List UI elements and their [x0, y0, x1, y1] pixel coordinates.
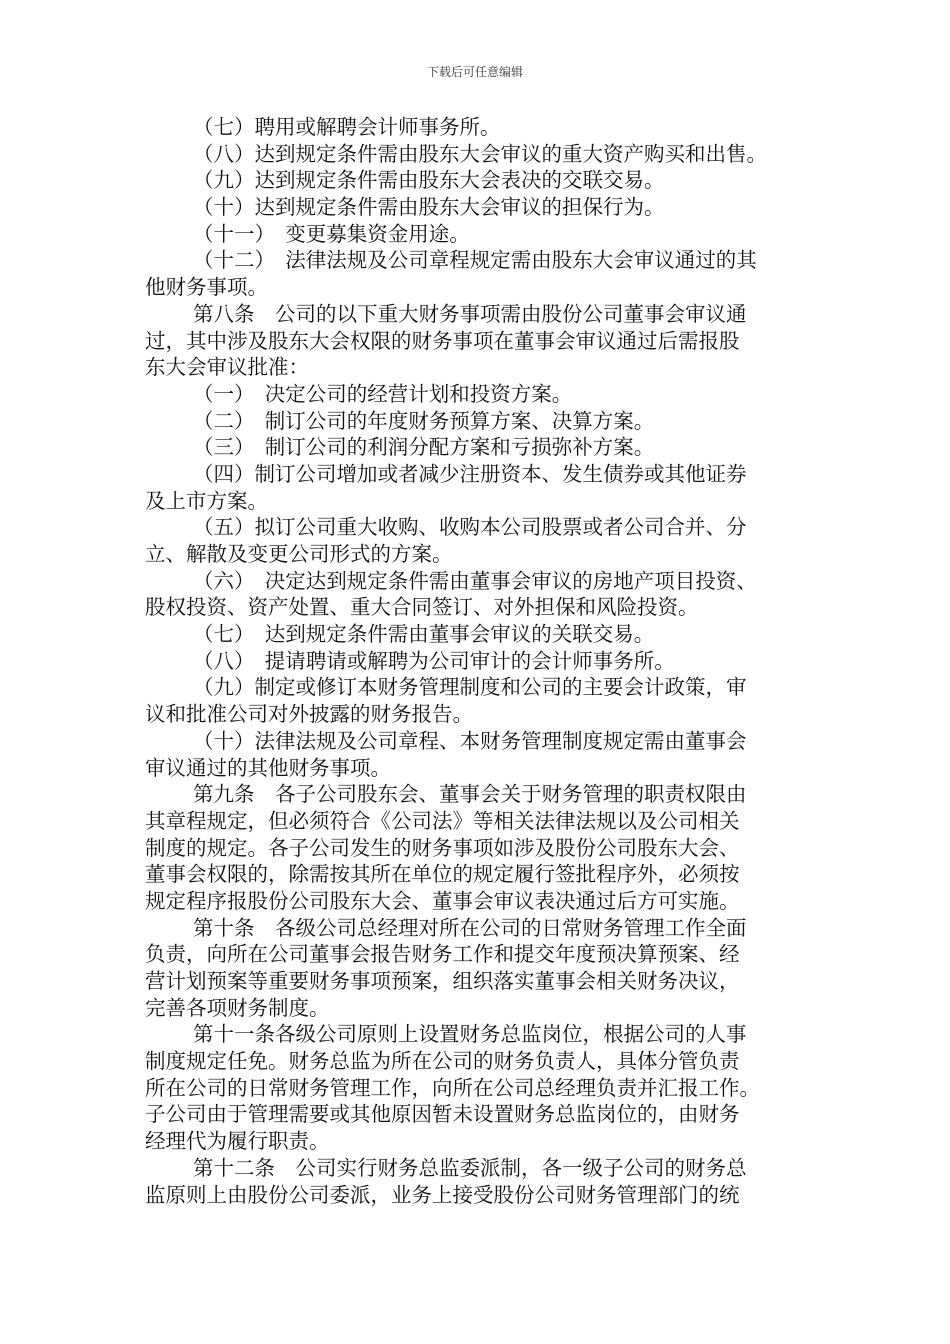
text-line: （九）达到规定条件需由股东大会表决的交联交易。: [193, 168, 665, 193]
text-line: 议和批准公司对外披露的财务报告。: [145, 702, 473, 727]
text-line: 股权投资、资产处置、重大合同签订、对外担保和风险投资。: [145, 595, 699, 620]
text-line: （八） 提请聘请或解聘为公司审计的会计师事务所。: [193, 648, 675, 673]
text-line: 第八条 公司的以下重大财务事项需由股份公司董事会审议通: [193, 301, 747, 326]
text-line: （三） 制订公司的利润分配方案和亏损弥补方案。: [193, 435, 655, 460]
text-line: （一） 决定公司的经营计划和投资方案。: [193, 381, 573, 406]
text-line: （七） 达到规定条件需由董事会审议的关联交易。: [193, 622, 655, 647]
text-line: 规定程序报股份公司股东大会、董事会审议表决通过后方可实施。: [145, 888, 740, 913]
text-line: （二） 制订公司的年度财务预算方案、决算方案。: [193, 408, 655, 433]
text-line: 他财务事项。: [145, 275, 268, 300]
text-line: 过，其中涉及股东大会权限的财务事项在董事会审议通过后需报股: [145, 328, 740, 353]
text-line: （七）聘用或解聘会计师事务所。: [193, 115, 501, 139]
text-line: 负责，向所在公司董事会报告财务工作和提交年度预决算预案、经: [145, 942, 740, 967]
text-line: 第十一条各级公司原则上设置财务总监岗位，根据公司的人事: [193, 1022, 747, 1047]
text-line: 经理代为履行职责。: [145, 1129, 330, 1154]
text-line: 审议通过的其他财务事项。: [145, 755, 391, 780]
text-line: 营计划预案等重要财务事项预案，组织落实董事会相关财务决议，: [145, 969, 740, 993]
text-line: 完善各项财务制度。: [145, 995, 330, 1020]
text-line: 子公司由于管理需要或其他原因暂未设置财务总监岗位的，由财务: [145, 1102, 740, 1127]
text-line: 董事会权限的，除需按其所在单位的规定履行签批程序外，必须按: [145, 862, 740, 887]
text-line: （十二） 法律法规及公司章程规定需由股东大会审议通过的其: [193, 248, 757, 273]
text-line: 制度的规定。各子公司发生的财务事项如涉及股份公司股东大会、: [145, 835, 740, 860]
text-line: （十）法律法规及公司章程、本财务管理制度规定需由董事会: [193, 728, 747, 753]
text-line: 立、解散及变更公司形式的方案。: [145, 542, 453, 566]
text-line: 第十条 各级公司总经理对所在公司的日常财务管理工作全面: [193, 915, 747, 940]
text-line: 制度规定任免。财务总监为所在公司的财务负责人，具体分管负责: [145, 1049, 740, 1074]
text-line: 第十二条 公司实行财务总监委派制，各一级子公司的财务总: [193, 1155, 747, 1180]
text-line: 所在公司的日常财务管理工作，向所在公司总经理负责并汇报工作。: [145, 1075, 760, 1100]
text-line: （八）达到规定条件需由股东大会审议的重大资产购买和出售。: [193, 141, 767, 166]
text-line: （五）拟订公司重大收购、收购本公司股票或者公司合并、分: [193, 515, 747, 540]
text-line: （六） 决定达到规定条件需由董事会审议的房地产项目投资、: [193, 568, 757, 593]
text-line: （十）达到规定条件需由股东大会审议的担保行为。: [193, 195, 665, 220]
document-body: [145, 114, 813, 1208]
text-line: 第九条 各子公司股东会、董事会关于财务管理的职责权限由: [193, 782, 747, 807]
text-line: 东大会审议批准：: [145, 355, 309, 380]
page-header: 下载后可任意编辑: [426, 65, 523, 79]
text-line: （九）制定或修订本财务管理制度和公司的主要会计政策，审: [193, 675, 747, 700]
text-line: （十一） 变更募集资金用途。: [193, 221, 470, 246]
text-line: 及上市方案。: [145, 488, 268, 513]
text-line: 其章程规定，但必须符合《公司法》等相关法律法规以及公司相关: [145, 808, 740, 833]
text-line: 监原则上由股份公司委派，业务上接受股份公司财务管理部门的统: [145, 1182, 740, 1207]
text-line: （四）制订公司增加或者减少注册资本、发生债券或其他证券: [193, 461, 747, 486]
